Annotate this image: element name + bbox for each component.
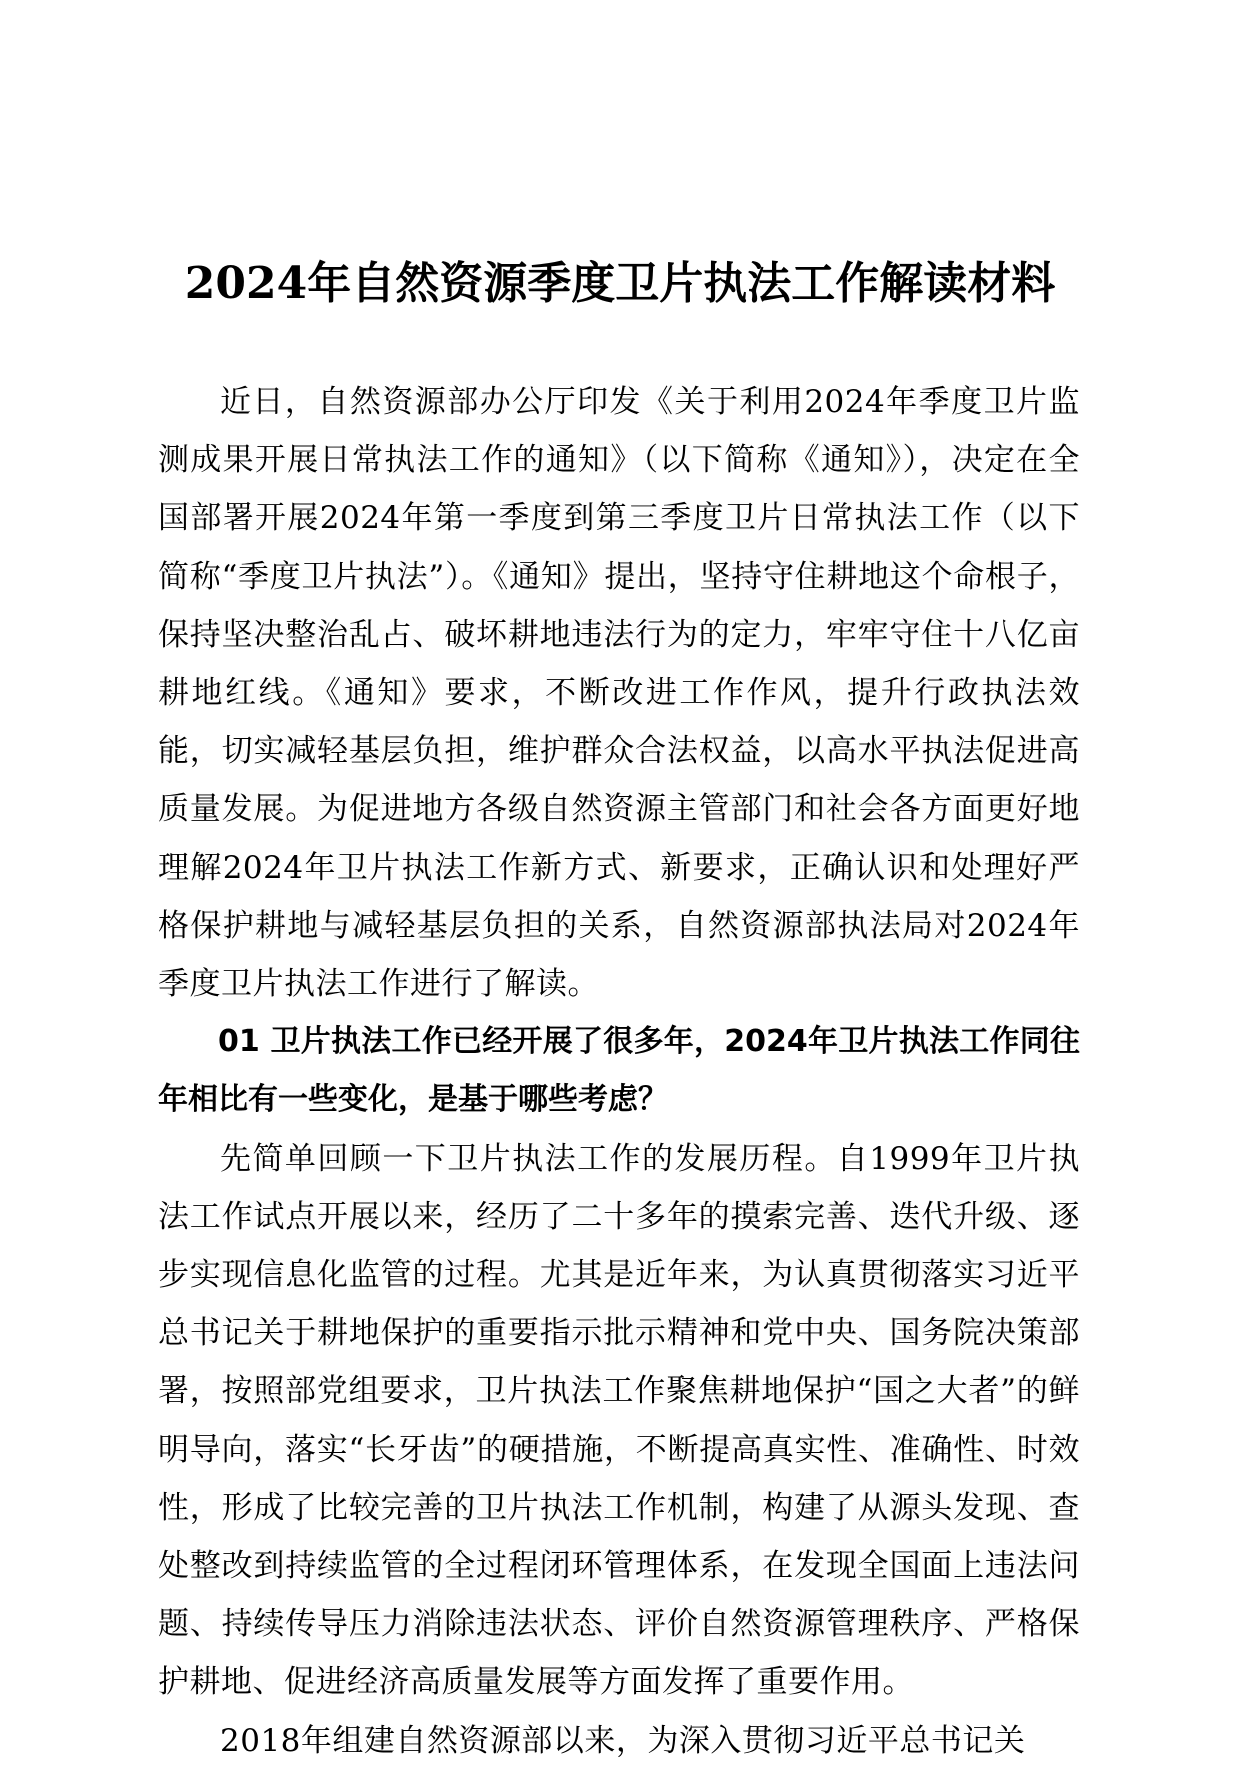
continuation-paragraph: 2018年组建自然资源部以来，为深入贯彻习近平总书记关 [220, 1722, 1026, 1759]
document-title: 2024年自然资源季度卫片执法工作解读材料 [184, 258, 1056, 309]
section-heading-01: 01 卫片执法工作已经开展了很多年，2024年卫片执法工作同往年相比有一些变化，是基于哪些考虑？ [158, 1024, 1080, 1118]
history-paragraph: 先简单回顾一下卫片执法工作的发展历程。自1999年卫片执法工作试点开展以来，经历了二十多年的摸索完善、迭代升级、逐步实现信息化监管的过程。尤其是近年来，为认真贯彻落实习近平总书记关于耕地保护的重要指示批示精神和党中央、国务院决策部署，按照部党组要求，卫片执法工作聚焦耕地保护“国之大者”的鲜明导向，落实“长牙齿”的硬措施，不断提高真实性、准确性、时效性，形成了比较完善的卫片执法工作机制，构建了从源头发现、查处整改到持续监管的全过程闭环管理体系，在发现全国面上违法问题、持续传导压力消除违法状态、评价自然资源管理秩序、严格保护耕地、促进经济高质量发展等方面发挥了重要作用。 [158, 1140, 1080, 1701]
intro-paragraph: 近日，自然资源部办公厅印发《关于利用2024年季度卫片监测成果开展日常执法工作的通知》（以下简称《通知》），决定在全国部署开展2024年第一季度到第三季度卫片日常执法工作（以下简称“季度卫片执法”）。《通知》提出，坚持守住耕地这个命根子，保持坚决整治乱占、破坏耕地违法行为的定力，牢牢守住十八亿亩耕地红线。《通知》要求，不断改进工作作风，提升行政执法效能，切实减轻基层负担，维护群众合法权益，以高水平执法促进高质量发展。为促进地方各级自然资源主管部门和社会各方面更好地理解2024年卫片执法工作新方式、新要求，正确认识和处理好严格保护耕地与减轻基层负担的关系，自然资源部执法局对2024年季度卫片执法工作进行了解读。 [158, 384, 1080, 1003]
document-body [158, 373, 1080, 1770]
